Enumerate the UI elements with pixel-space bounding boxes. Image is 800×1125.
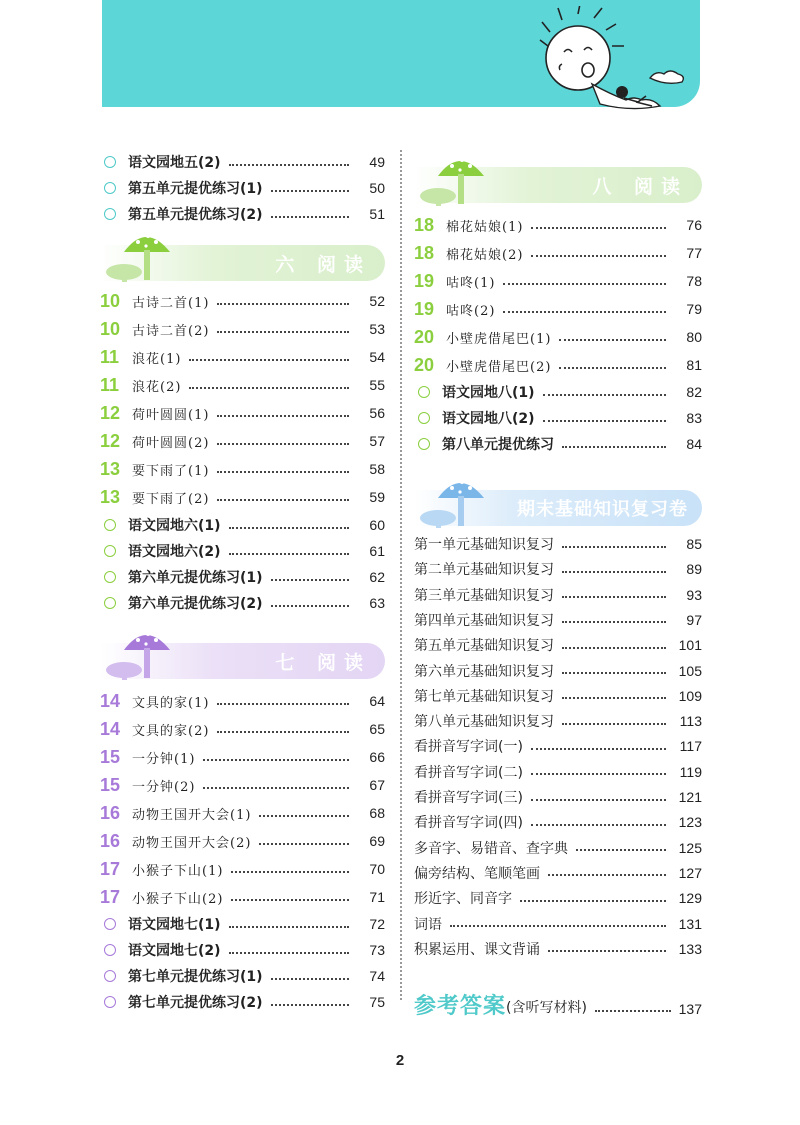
entry-page: 97 bbox=[686, 611, 702, 628]
entry-page: 75 bbox=[369, 994, 385, 1010]
entry-title: 第五单元提优练习(1) bbox=[128, 181, 263, 197]
lesson-number: 17 bbox=[100, 886, 121, 907]
circle-bullet-icon bbox=[104, 519, 116, 531]
leader-dots bbox=[217, 730, 349, 733]
leader-dots bbox=[231, 870, 349, 873]
leader-dots bbox=[259, 842, 349, 845]
circle-bullet-icon bbox=[104, 970, 116, 982]
toc-entry[interactable] bbox=[414, 633, 702, 657]
lesson-number: 20 bbox=[414, 354, 435, 375]
entry-page: 63 bbox=[369, 595, 385, 611]
circle-bullet-icon bbox=[104, 208, 116, 220]
leader-dots bbox=[217, 702, 349, 705]
toc-entry[interactable] bbox=[414, 912, 702, 936]
entry-title: 荷叶圆圆(2) bbox=[132, 435, 210, 451]
leader-dots bbox=[562, 646, 666, 649]
section-title: 八 阅读 bbox=[592, 175, 688, 198]
lesson-number: 14 bbox=[100, 690, 121, 711]
entry-title: 文具的家(2) bbox=[132, 723, 210, 739]
toc-entry[interactable] bbox=[100, 911, 385, 937]
entry-title: 多音字、易错音、查字典 bbox=[414, 840, 568, 857]
lesson-number: 12 bbox=[100, 430, 121, 451]
mushroom-icon bbox=[416, 472, 486, 530]
entry-page: 49 bbox=[369, 154, 385, 170]
entry-title: 古诗二首(1) bbox=[132, 295, 210, 311]
section-title: 七 阅读 bbox=[275, 651, 371, 674]
lesson-number: 10 bbox=[100, 290, 121, 311]
leader-dots bbox=[548, 873, 666, 876]
leader-dots bbox=[520, 899, 666, 902]
leader-dots bbox=[562, 595, 666, 598]
leader-dots bbox=[531, 747, 666, 750]
circle-bullet-icon bbox=[104, 996, 116, 1008]
entry-title: 语文园地八(2) bbox=[442, 411, 535, 427]
leader-dots bbox=[531, 772, 666, 775]
entry-title: 第七单元提优练习(1) bbox=[128, 969, 263, 985]
entry-title: 文具的家(1) bbox=[132, 695, 210, 711]
toc-entry[interactable] bbox=[100, 372, 385, 398]
toc-entry[interactable] bbox=[100, 316, 385, 342]
entry-title: 第六单元提优练习(2) bbox=[128, 596, 263, 612]
entry-title: 看拼音写字词(二) bbox=[414, 764, 523, 781]
toc-entry[interactable] bbox=[100, 688, 385, 714]
entry-title: 第八单元基础知识复习 bbox=[414, 714, 554, 731]
lesson-number: 10 bbox=[100, 318, 121, 339]
entry-page: 58 bbox=[369, 461, 385, 477]
entry-title: 小猴子下山(1) bbox=[132, 863, 224, 879]
entry-page: 71 bbox=[369, 889, 385, 905]
toc-entry[interactable] bbox=[414, 785, 702, 809]
leader-dots bbox=[562, 671, 666, 674]
entry-page: 133 bbox=[678, 940, 702, 957]
leader-dots bbox=[217, 470, 349, 473]
entry-page: 68 bbox=[369, 805, 385, 821]
leader-dots bbox=[229, 925, 349, 928]
entry-page: 56 bbox=[369, 405, 385, 421]
leader-dots bbox=[217, 442, 349, 445]
leader-dots bbox=[531, 798, 666, 801]
lesson-number: 18 bbox=[414, 242, 435, 263]
entry-page: 113 bbox=[679, 713, 702, 730]
entry-page: 53 bbox=[369, 321, 385, 337]
toc-entry[interactable] bbox=[414, 734, 702, 758]
entry-title: 小壁虎借尾巴(2) bbox=[446, 359, 552, 375]
circle-bullet-icon bbox=[418, 386, 430, 398]
circle-bullet-icon bbox=[104, 597, 116, 609]
leader-dots bbox=[503, 310, 666, 313]
leader-dots bbox=[562, 445, 666, 448]
leader-dots bbox=[531, 254, 666, 257]
leader-dots bbox=[203, 786, 349, 789]
toc-entry[interactable] bbox=[414, 212, 702, 238]
toc-entry[interactable] bbox=[414, 240, 702, 266]
entry-title: 第三单元基础知识复习 bbox=[414, 587, 554, 604]
entry-page: 125 bbox=[678, 839, 702, 856]
answer-key-subtitle: (含听写材料) bbox=[506, 1000, 587, 1016]
leader-dots bbox=[217, 330, 349, 333]
toc-entry[interactable] bbox=[100, 800, 385, 826]
answer-key-entry[interactable] bbox=[414, 986, 702, 1020]
lesson-number: 13 bbox=[100, 458, 121, 479]
toc-entry[interactable] bbox=[414, 684, 702, 708]
circle-bullet-icon bbox=[104, 545, 116, 557]
toc-entry[interactable] bbox=[100, 716, 385, 742]
entry-title: 第七单元提优练习(2) bbox=[128, 995, 263, 1011]
toc-entry[interactable] bbox=[100, 963, 385, 989]
leader-dots bbox=[189, 358, 349, 361]
lesson-number: 13 bbox=[100, 486, 121, 507]
leader-dots bbox=[229, 163, 349, 166]
entry-title: 第七单元基础知识复习 bbox=[414, 688, 554, 705]
entry-title: 棉花姑娘(2) bbox=[446, 247, 524, 263]
lesson-number: 18 bbox=[414, 214, 435, 235]
toc-entry[interactable] bbox=[100, 456, 385, 482]
leader-dots bbox=[229, 526, 349, 529]
circle-bullet-icon bbox=[418, 438, 430, 450]
entry-title: 第五单元提优练习(2) bbox=[128, 207, 263, 223]
toc-entry[interactable] bbox=[100, 828, 385, 854]
toc-entry[interactable] bbox=[414, 836, 702, 860]
entry-page: 83 bbox=[686, 410, 702, 426]
leader-dots bbox=[259, 814, 349, 817]
entry-title: 词语 bbox=[414, 916, 442, 933]
toc-entry[interactable] bbox=[100, 590, 385, 616]
entry-title: 第五单元基础知识复习 bbox=[414, 638, 554, 655]
toc-entry[interactable] bbox=[414, 379, 702, 405]
toc-entry[interactable] bbox=[414, 608, 702, 632]
entry-page: 64 bbox=[369, 693, 385, 709]
entry-title: 第八单元提优练习 bbox=[442, 437, 554, 453]
entry-page: 82 bbox=[686, 384, 702, 400]
leader-dots bbox=[595, 1010, 671, 1012]
entry-title: 语文园地五(2) bbox=[128, 155, 221, 171]
leader-dots bbox=[548, 949, 666, 952]
toc-entry[interactable] bbox=[414, 296, 702, 322]
entry-page: 101 bbox=[678, 637, 702, 654]
sun-boy-illustration bbox=[528, 6, 698, 116]
circle-bullet-icon bbox=[104, 944, 116, 956]
toc-entry[interactable] bbox=[414, 431, 702, 457]
mushroom-icon bbox=[102, 226, 172, 284]
section-title: 期末基础知识复习卷 bbox=[517, 499, 688, 520]
entry-title: 形近字、同音字 bbox=[414, 891, 512, 908]
entry-title: 一分钟(2) bbox=[132, 779, 196, 795]
toc-entry[interactable] bbox=[100, 884, 385, 910]
entry-page: 70 bbox=[369, 861, 385, 877]
leader-dots bbox=[562, 722, 666, 725]
entry-title: 浪花(2) bbox=[132, 379, 182, 395]
section-title: 六 阅读 bbox=[275, 253, 371, 276]
lesson-number: 16 bbox=[100, 802, 121, 823]
page-number: 2 bbox=[395, 1052, 405, 1069]
entry-title: 第二单元基础知识复习 bbox=[414, 562, 554, 579]
toc-entry[interactable] bbox=[414, 861, 702, 885]
entry-title: 第四单元基础知识复习 bbox=[414, 612, 554, 629]
toc-entry[interactable] bbox=[100, 344, 385, 370]
leader-dots bbox=[503, 282, 666, 285]
leader-dots bbox=[189, 386, 349, 389]
leader-dots bbox=[271, 604, 349, 607]
toc-entry[interactable] bbox=[100, 428, 385, 454]
entry-title: 看拼音写字词(三) bbox=[414, 790, 523, 806]
leader-dots bbox=[531, 823, 666, 826]
entry-page: 78 bbox=[686, 273, 702, 289]
entry-title: 要下雨了(2) bbox=[132, 491, 210, 507]
entry-title: 荷叶圆圆(1) bbox=[132, 407, 210, 423]
entry-page: 80 bbox=[686, 329, 702, 345]
entry-title: 棉花姑娘(1) bbox=[446, 219, 524, 235]
column-divider bbox=[400, 150, 402, 1000]
leader-dots bbox=[562, 620, 666, 623]
entry-title: 第六单元提优练习(1) bbox=[128, 570, 263, 586]
entry-title: 小猴子下山(2) bbox=[132, 891, 224, 907]
entry-page: 129 bbox=[678, 890, 702, 907]
circle-bullet-icon bbox=[104, 571, 116, 583]
leader-dots bbox=[543, 419, 666, 422]
leader-dots bbox=[559, 338, 666, 341]
entry-page: 77 bbox=[686, 245, 702, 261]
entry-page: 55 bbox=[369, 377, 385, 393]
toc-entry[interactable] bbox=[100, 989, 385, 1015]
toc-entry[interactable] bbox=[100, 288, 385, 314]
entry-page: 72 bbox=[369, 916, 385, 932]
toc-entry[interactable] bbox=[414, 324, 702, 350]
leader-dots bbox=[576, 848, 666, 851]
toc-entry[interactable] bbox=[100, 856, 385, 882]
entry-page: 67 bbox=[369, 777, 385, 793]
entry-page: 74 bbox=[369, 968, 385, 984]
entry-page: 137 bbox=[678, 1001, 702, 1017]
entry-page: 57 bbox=[369, 433, 385, 449]
leader-dots bbox=[271, 215, 349, 218]
toc-entry[interactable] bbox=[100, 937, 385, 963]
leader-dots bbox=[562, 696, 666, 699]
entry-page: 61 bbox=[369, 543, 385, 559]
toc-entry[interactable] bbox=[414, 557, 702, 581]
entry-page: 73 bbox=[369, 942, 385, 958]
mushroom-icon bbox=[102, 624, 172, 682]
toc-entry[interactable] bbox=[414, 937, 702, 961]
entry-page: 62 bbox=[369, 569, 385, 585]
entry-page: 76 bbox=[686, 217, 702, 233]
mushroom-icon bbox=[416, 150, 486, 208]
entry-title: 语文园地七(2) bbox=[128, 943, 221, 959]
toc-entry[interactable] bbox=[100, 772, 385, 798]
toc-entry[interactable] bbox=[414, 886, 702, 910]
lesson-number: 11 bbox=[100, 374, 120, 395]
circle-bullet-icon bbox=[104, 182, 116, 194]
entry-page: 81 bbox=[686, 357, 702, 373]
lesson-number: 17 bbox=[100, 858, 121, 879]
lesson-number: 16 bbox=[100, 830, 121, 851]
toc-entry[interactable] bbox=[414, 268, 702, 294]
leader-dots bbox=[217, 414, 349, 417]
entry-page: 54 bbox=[369, 349, 385, 365]
toc-entry[interactable] bbox=[414, 810, 702, 834]
entry-page: 66 bbox=[369, 749, 385, 765]
lesson-number: 14 bbox=[100, 718, 121, 739]
toc-entry[interactable] bbox=[414, 532, 702, 556]
leader-dots bbox=[231, 898, 349, 901]
lesson-number: 20 bbox=[414, 326, 435, 347]
entry-page: 65 bbox=[369, 721, 385, 737]
toc-entry[interactable] bbox=[100, 201, 385, 227]
entry-page: 93 bbox=[686, 586, 702, 603]
entry-title: 语文园地六(2) bbox=[128, 544, 221, 560]
toc-entry[interactable] bbox=[414, 583, 702, 607]
toc-entry[interactable] bbox=[414, 352, 702, 378]
leader-dots bbox=[271, 1003, 349, 1006]
toc-entry[interactable] bbox=[100, 484, 385, 510]
entry-page: 109 bbox=[678, 687, 702, 704]
entry-page: 131 bbox=[678, 915, 702, 932]
entry-page: 59 bbox=[369, 489, 385, 505]
leader-dots bbox=[217, 302, 349, 305]
entry-title: 咕咚(1) bbox=[446, 275, 496, 291]
leader-dots bbox=[217, 498, 349, 501]
leader-dots bbox=[229, 951, 349, 954]
entry-page: 84 bbox=[686, 436, 702, 452]
leader-dots bbox=[271, 578, 349, 581]
entry-title: 小壁虎借尾巴(1) bbox=[446, 331, 552, 347]
entry-page: 69 bbox=[369, 833, 385, 849]
toc-entry[interactable] bbox=[100, 564, 385, 590]
toc-entry[interactable] bbox=[100, 175, 385, 201]
toc-entry[interactable] bbox=[100, 512, 385, 538]
entry-page: 121 bbox=[678, 789, 702, 805]
entry-page: 60 bbox=[369, 517, 385, 533]
lesson-number: 15 bbox=[100, 774, 121, 795]
entry-title: 语文园地六(1) bbox=[128, 518, 221, 534]
toc-entry[interactable] bbox=[414, 405, 702, 431]
entry-title: 看拼音写字词(一) bbox=[414, 739, 523, 756]
lesson-number: 19 bbox=[414, 298, 435, 319]
entry-title: 第一单元基础知识复习 bbox=[414, 537, 554, 553]
leader-dots bbox=[271, 977, 349, 980]
leader-dots bbox=[203, 758, 349, 761]
entry-page: 85 bbox=[686, 536, 702, 552]
entry-page: 89 bbox=[686, 561, 702, 578]
toc-entry[interactable] bbox=[414, 659, 702, 683]
answer-key-title: 参考答案 bbox=[414, 994, 507, 1019]
entry-page: 123 bbox=[678, 814, 702, 831]
lesson-number: 11 bbox=[100, 346, 120, 367]
entry-title: 看拼音写字词(四) bbox=[414, 815, 523, 832]
lesson-number: 19 bbox=[414, 270, 435, 291]
entry-title: 动物王国开大会(1) bbox=[132, 807, 252, 823]
toc-entry[interactable] bbox=[100, 538, 385, 564]
lesson-number: 15 bbox=[100, 746, 121, 767]
entry-title: 第六单元基础知识复习 bbox=[414, 663, 554, 680]
lesson-number: 12 bbox=[100, 402, 121, 423]
leader-dots bbox=[543, 393, 666, 396]
entry-page: 119 bbox=[679, 763, 702, 780]
circle-bullet-icon bbox=[104, 156, 116, 168]
leader-dots bbox=[229, 552, 349, 555]
toc-entry[interactable] bbox=[414, 709, 702, 733]
entry-title: 积累运用、课文背诵 bbox=[414, 941, 540, 958]
toc-entry[interactable] bbox=[100, 744, 385, 770]
entry-title: 古诗二首(2) bbox=[132, 323, 210, 339]
entry-title: 浪花(1) bbox=[132, 351, 182, 367]
entry-page: 105 bbox=[678, 662, 702, 679]
entry-page: 127 bbox=[678, 864, 702, 881]
entry-page: 79 bbox=[686, 301, 702, 317]
leader-dots bbox=[531, 226, 666, 229]
leader-dots bbox=[450, 924, 666, 927]
entry-page: 50 bbox=[369, 180, 385, 196]
circle-bullet-icon bbox=[418, 412, 430, 424]
leader-dots bbox=[271, 189, 349, 192]
entry-page: 52 bbox=[369, 293, 385, 309]
toc-entry[interactable] bbox=[414, 760, 702, 784]
entry-title: 动物王国开大会(2) bbox=[132, 835, 252, 851]
entry-title: 咕咚(2) bbox=[446, 303, 496, 319]
entry-title: 偏旁结构、笔顺笔画 bbox=[414, 865, 540, 882]
entry-title: 要下雨了(1) bbox=[132, 463, 210, 479]
toc-entry[interactable] bbox=[100, 149, 385, 175]
circle-bullet-icon bbox=[104, 918, 116, 930]
leader-dots bbox=[562, 545, 666, 548]
toc-entry[interactable] bbox=[100, 400, 385, 426]
entry-title: 一分钟(1) bbox=[132, 751, 196, 767]
entry-title: 语文园地八(1) bbox=[442, 385, 535, 401]
leader-dots bbox=[559, 366, 666, 369]
entry-title: 语文园地七(1) bbox=[128, 917, 221, 933]
entry-page: 51 bbox=[369, 206, 385, 222]
entry-page: 117 bbox=[679, 738, 702, 755]
leader-dots bbox=[562, 570, 666, 573]
